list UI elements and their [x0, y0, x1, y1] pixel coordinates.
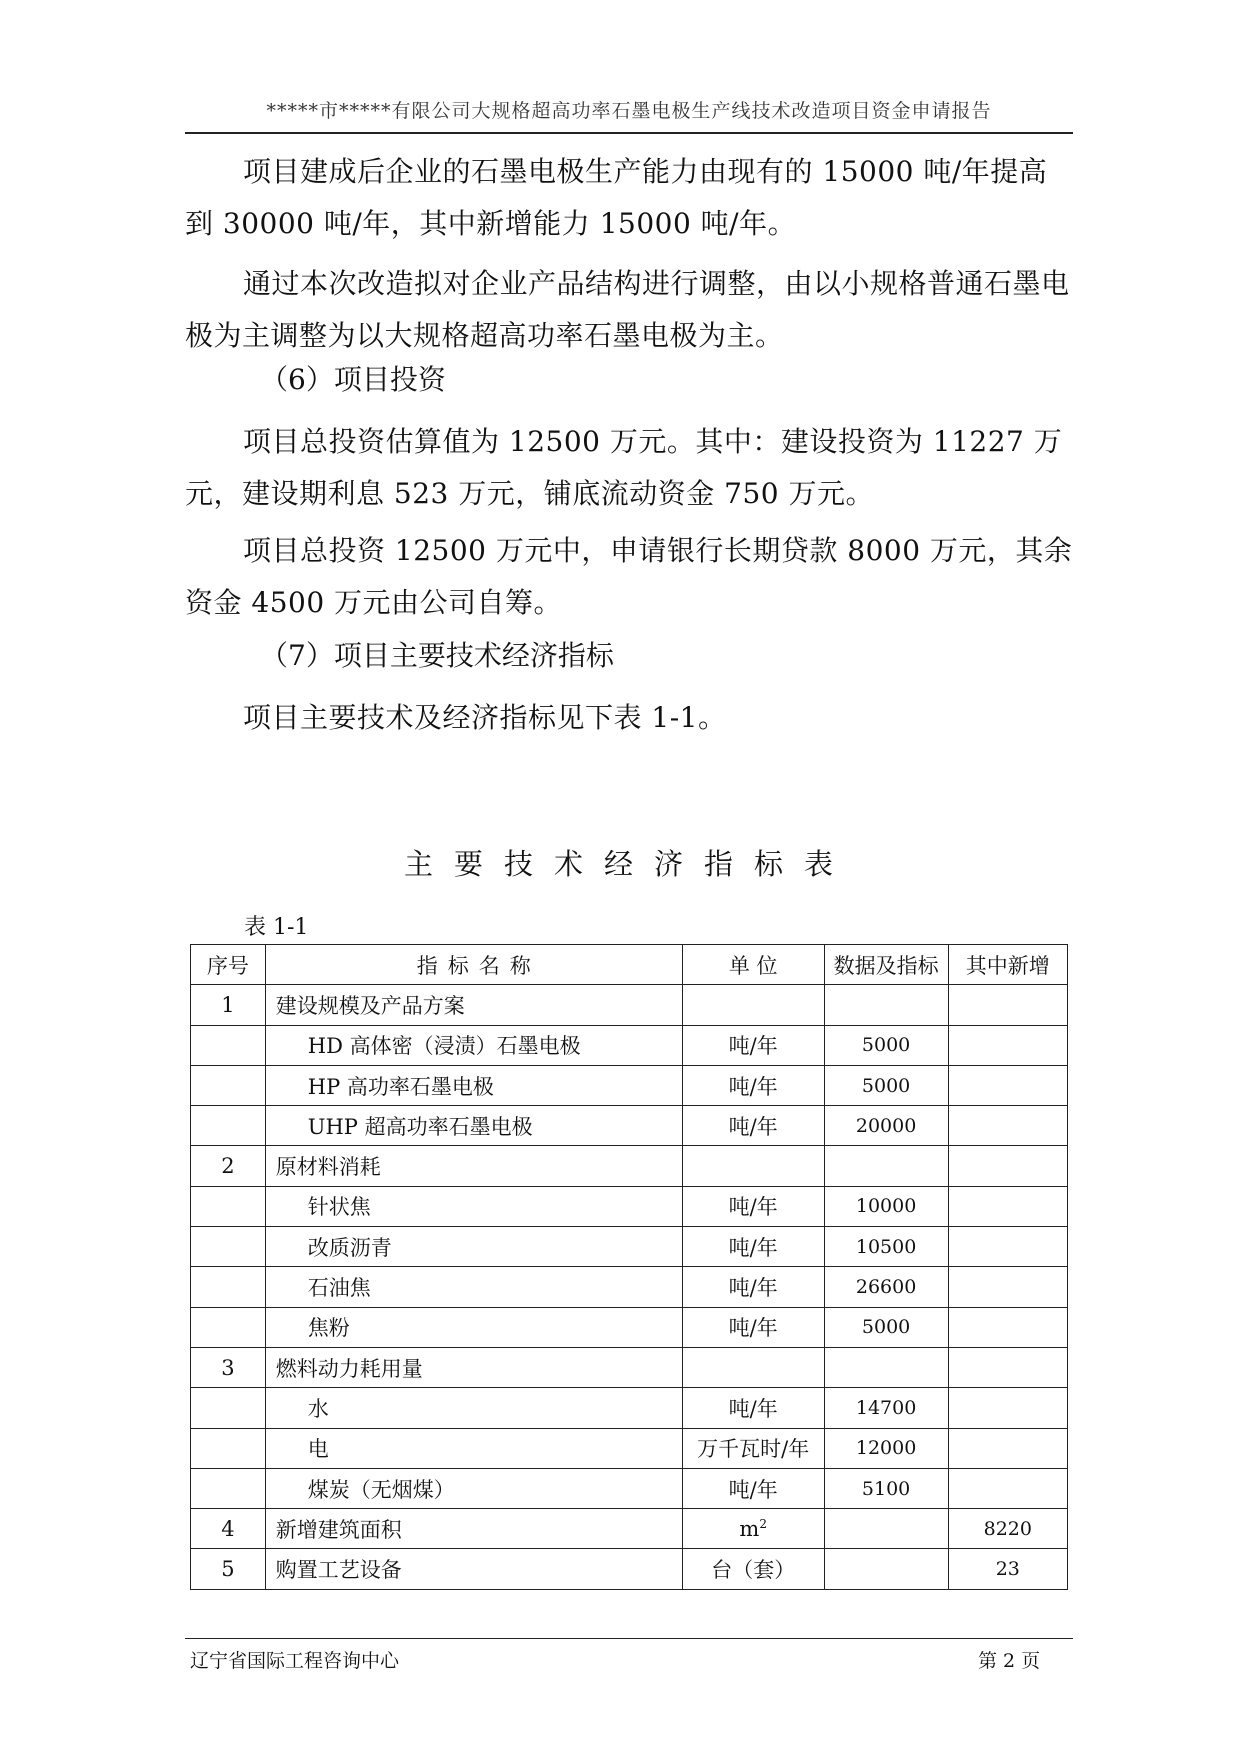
cell-new — [948, 1186, 1067, 1226]
cell-no: 2 — [191, 1146, 266, 1186]
table-row — [191, 1065, 1068, 1105]
cell-unit: 台（套） — [682, 1549, 824, 1589]
paragraph-table-reference: 项目主要技术及经济指标见下表 1-1。 — [243, 701, 727, 734]
cell-value: 5000 — [824, 1025, 948, 1065]
cell-name: 煤炭（无烟煤） — [265, 1468, 682, 1508]
cell-unit: 吨/年 — [682, 1065, 824, 1105]
paragraph-investment-total: 项目总投资估算值为 12500 万元。其中：建设投资为 11227 万元，建设期利息 523 万元，铺底流动资金 750 万元。 — [185, 425, 1063, 510]
cell-no: 4 — [191, 1509, 266, 1549]
header-name: 指标名称 — [265, 945, 682, 985]
cell-value: 5000 — [824, 1065, 948, 1105]
cell-value: 12000 — [824, 1428, 948, 1468]
cell-new: 8220 — [948, 1509, 1067, 1549]
cell-new — [948, 1025, 1067, 1065]
cell-no — [191, 1468, 266, 1508]
table-number: 表 1-1 — [244, 915, 309, 940]
cell-unit: $m^2$ — [682, 1509, 824, 1549]
table-title: 主要技术经济指标表 — [403, 847, 854, 881]
cell-unit — [682, 985, 824, 1025]
cell-value: 5000 — [824, 1307, 948, 1347]
table-row — [191, 1307, 1068, 1347]
cell-no — [191, 1388, 266, 1428]
cell-new — [948, 1227, 1067, 1267]
header-new: 其中新增 — [948, 945, 1067, 985]
indicators-table — [190, 944, 1068, 1590]
table-row — [191, 1106, 1068, 1146]
table-row — [191, 985, 1068, 1025]
table-row — [191, 1468, 1068, 1508]
cell-new — [948, 1347, 1067, 1387]
page-header: *****市*****有限公司大规格超高功率石墨电极生产线技术改造项目资金申请报告 — [185, 96, 1073, 134]
cell-value: 20000 — [824, 1106, 948, 1146]
cell-name: 原材料消耗 — [265, 1146, 682, 1186]
table-row — [191, 1025, 1068, 1065]
cell-new: 23 — [948, 1549, 1067, 1589]
header-unit: 单 位 — [682, 945, 824, 985]
cell-value — [824, 985, 948, 1025]
cell-no — [191, 1025, 266, 1065]
cell-no — [191, 1307, 266, 1347]
table-row — [191, 1347, 1068, 1387]
cell-new — [948, 1428, 1067, 1468]
cell-value — [824, 1509, 948, 1549]
cell-no — [191, 1267, 266, 1307]
cell-no — [191, 1106, 266, 1146]
cell-new — [948, 1065, 1067, 1105]
table-row — [191, 1186, 1068, 1226]
cell-unit: 吨/年 — [682, 1468, 824, 1508]
cell-value — [824, 1347, 948, 1387]
cell-name: 电 — [265, 1428, 682, 1468]
section-heading-investment: （6）项目投资 — [260, 363, 446, 396]
table-row — [191, 1549, 1068, 1589]
cell-unit: 万千瓦时/年 — [682, 1428, 824, 1468]
cell-unit: 吨/年 — [682, 1267, 824, 1307]
cell-new — [948, 1468, 1067, 1508]
footer-divider — [185, 1638, 1073, 1639]
cell-new — [948, 1388, 1067, 1428]
table-row — [191, 1428, 1068, 1468]
table-row — [191, 1509, 1068, 1549]
cell-unit: 吨/年 — [682, 1388, 824, 1428]
header-value: 数据及指标 — [824, 945, 948, 985]
table-row — [191, 1146, 1068, 1186]
table-row — [191, 1227, 1068, 1267]
cell-unit — [682, 1146, 824, 1186]
cell-value: 10000 — [824, 1186, 948, 1226]
cell-value: 14700 — [824, 1388, 948, 1428]
cell-new — [948, 1267, 1067, 1307]
cell-no — [191, 1227, 266, 1267]
cell-value — [824, 1146, 948, 1186]
section-heading-indicators: （7）项目主要技术经济指标 — [260, 639, 614, 672]
cell-name: HD 高体密（浸渍）石墨电极 — [265, 1025, 682, 1065]
cell-no: 1 — [191, 985, 266, 1025]
cell-no — [191, 1428, 266, 1468]
footer-organization: 辽宁省国际工程咨询中心 — [190, 1650, 400, 1672]
cell-name: 购置工艺设备 — [265, 1549, 682, 1589]
table-row — [191, 1388, 1068, 1428]
cell-name: 针状焦 — [265, 1186, 682, 1226]
header-no: 序号 — [191, 945, 266, 985]
cell-no: 3 — [191, 1347, 266, 1387]
table-header-row — [191, 945, 1068, 985]
cell-name: 改质沥青 — [265, 1227, 682, 1267]
table-row — [191, 1267, 1068, 1307]
cell-new — [948, 1146, 1067, 1186]
cell-no: 5 — [191, 1549, 266, 1589]
cell-unit: 吨/年 — [682, 1025, 824, 1065]
paragraph-investment-financing: 项目总投资 12500 万元中，申请银行长期贷款 8000 万元，其余资金 4500 万元由公司自筹。 — [185, 534, 1073, 619]
cell-unit: 吨/年 — [682, 1307, 824, 1347]
footer-page-number: 第 2 页 — [978, 1650, 1041, 1672]
paragraph-product-structure: 通过本次改造拟对企业产品结构进行调整，由以小规格普通石墨电极为主调整为以大规格超高功率石墨电极为主。 — [185, 267, 1070, 352]
cell-name: 水 — [265, 1388, 682, 1428]
cell-value: 10500 — [824, 1227, 948, 1267]
cell-name: 新增建筑面积 — [265, 1509, 682, 1549]
cell-unit: 吨/年 — [682, 1227, 824, 1267]
cell-value — [824, 1549, 948, 1589]
cell-name: 建设规模及产品方案 — [265, 985, 682, 1025]
cell-new — [948, 1106, 1067, 1146]
cell-value: 26600 — [824, 1267, 948, 1307]
cell-new — [948, 1307, 1067, 1347]
cell-name: HP 高功率石墨电极 — [265, 1065, 682, 1105]
cell-name: 焦粉 — [265, 1307, 682, 1347]
cell-name: UHP 超高功率石墨电极 — [265, 1106, 682, 1146]
paragraph-capacity: 项目建成后企业的石墨电极生产能力由现有的 15000 吨/年提高到 30000 吨/年，其中新增能力 15000 吨/年。 — [185, 155, 1048, 240]
cell-no — [191, 1065, 266, 1105]
cell-name: 燃料动力耗用量 — [265, 1347, 682, 1387]
cell-no — [191, 1186, 266, 1226]
cell-value: 5100 — [824, 1468, 948, 1508]
cell-name: 石油焦 — [265, 1267, 682, 1307]
unit-superscript: 2 — [759, 1516, 767, 1531]
cell-new — [948, 985, 1067, 1025]
cell-unit — [682, 1347, 824, 1387]
cell-unit: 吨/年 — [682, 1186, 824, 1226]
cell-unit: 吨/年 — [682, 1106, 824, 1146]
